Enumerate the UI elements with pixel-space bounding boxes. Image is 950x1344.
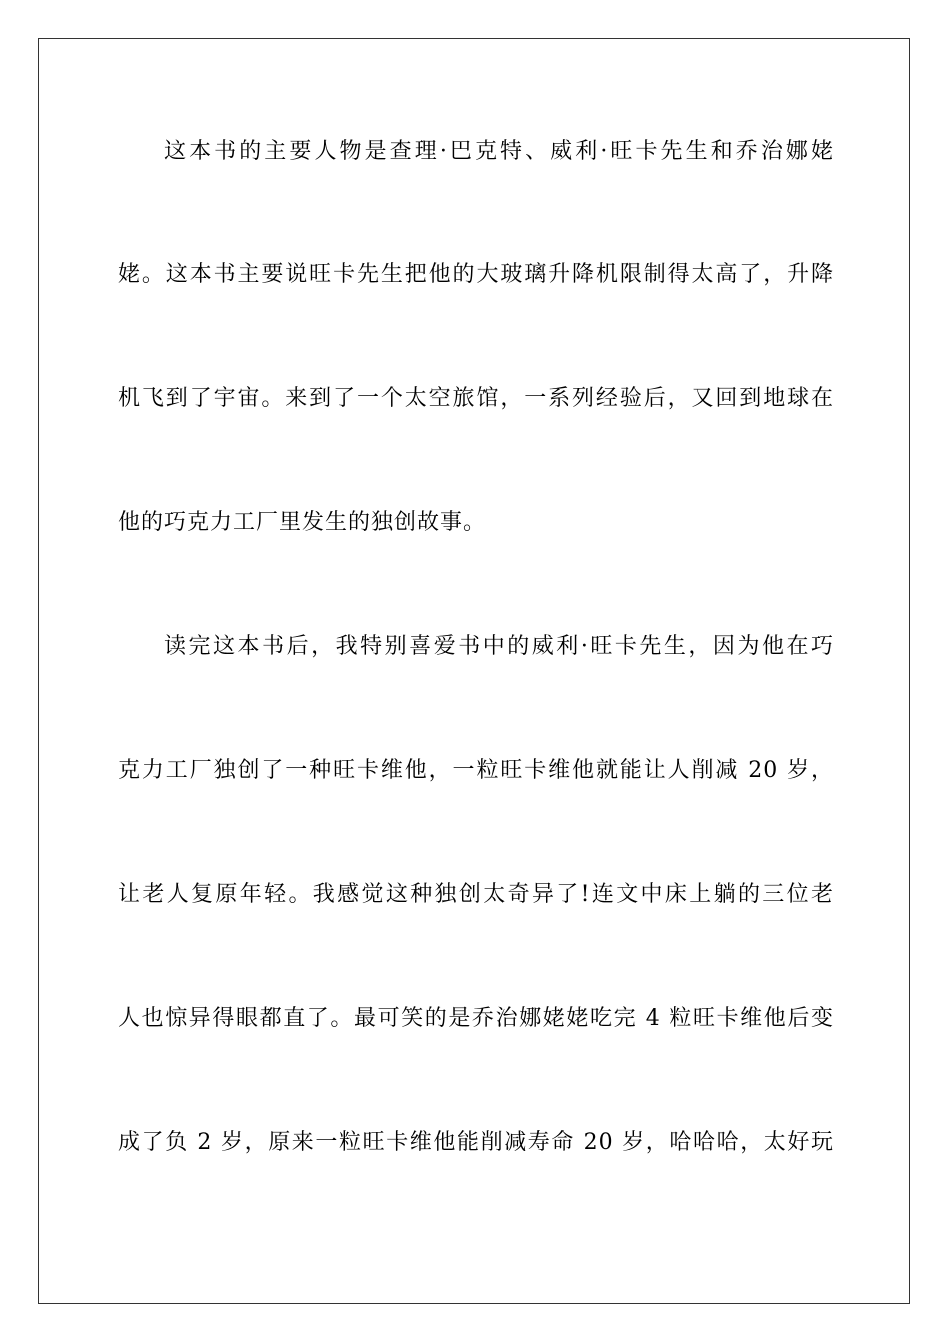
- paragraph-2-line-2: 克力工厂独创了一种旺卡维他，一粒旺卡维他就能让人削减 20 岁，: [118, 758, 834, 783]
- paragraph-1-line-3: 机飞到了宇宙。来到了一个太空旅馆，一系列经验后，又回到地球在: [118, 386, 834, 411]
- paragraph-1-line-2: 姥。这本书主要说旺卡先生把他的大玻璃升降机限制得太高了，升降: [118, 262, 834, 287]
- paragraph-2-line-1: 读完这本书后，我特别喜爱书中的威利·旺卡先生，因为他在巧: [164, 634, 834, 659]
- paragraph-2-line-3: 让老人复原年轻。我感觉这种独创太奇异了!连文中床上躺的三位老: [118, 882, 834, 907]
- page-border: [38, 38, 910, 1304]
- paragraph-1-line-1: 这本书的主要人物是查理·巴克特、威利·旺卡先生和乔治娜姥: [164, 139, 834, 164]
- paragraph-2-line-4: 人也惊异得眼都直了。最可笑的是乔治娜姥姥吃完 4 粒旺卡维他后变: [118, 1006, 834, 1031]
- paragraph-1-line-4: 他的巧克力工厂里发生的独创故事。: [118, 510, 487, 535]
- paragraph-2-line-5: 成了负 2 岁，原来一粒旺卡维他能削减寿命 20 岁，哈哈哈，太好玩: [118, 1130, 834, 1155]
